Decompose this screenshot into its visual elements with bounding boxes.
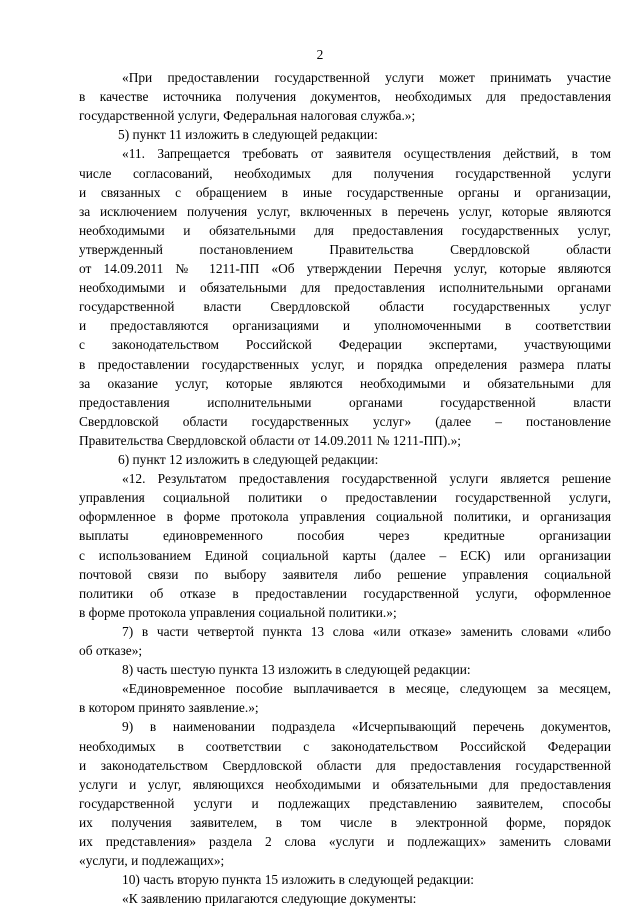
text-line: Правительства Свердловской области от 14.09.2011 № 1211-ПП).»; xyxy=(79,432,462,448)
text-line: «11. Запрещается требовать от заявителя осуществления действий, в том xyxy=(122,146,611,162)
page-number: 2 xyxy=(316,47,324,62)
text-line: необходимых в соответствии с законодательством Российской Федерации xyxy=(79,738,611,754)
text-line: 8) часть шестую пункта 13 изложить в следующей редакции: xyxy=(122,662,471,678)
text-line: управления социальной политики о предоставлении государственной услуги, xyxy=(79,490,611,506)
text-line: Свердловской области государственных услуг» (далее – постановление xyxy=(79,413,611,429)
text-line: утвержденный постановлением Правительства Свердловской области xyxy=(79,241,611,257)
text-line: их представления» раздела 2 слова «услуги и подлежащих» заменить словами xyxy=(79,834,611,849)
text-line: их получения заявителем, в том числе в электронной форме, порядок xyxy=(79,814,611,830)
text-line: 5) пункт 11 изложить в следующей редакции: xyxy=(118,127,378,143)
text-line: 9) в наименовании подраздела «Исчерпывающий перечень документов, xyxy=(122,719,611,735)
text-line: в предоставлении государственных услуг, и порядка определения размера платы xyxy=(79,356,611,372)
text-line: за исключением получения услуг, включенных в перечень услуг, которые являются xyxy=(79,203,611,219)
text-line: и законодательством Свердловской области для предоставления государственной xyxy=(79,757,611,773)
text-line: числе согласований, необходимых для получения государственной услуги xyxy=(79,165,611,181)
text-line: и предоставляются организациями и уполномоченными в соответствии xyxy=(79,318,611,334)
text-line: в качестве источника получения документов, необходимых для предоставления xyxy=(79,89,611,105)
text-line: «услуги, и подлежащих»; xyxy=(79,853,225,869)
text-line: услуги и услуг, являющихся необходимыми и обязательными для предоставления xyxy=(79,776,611,792)
text-line: государственной власти Свердловской области государственных услуг xyxy=(79,299,611,315)
text-line: за оказание услуг, которые являются необходимыми и обязательными для xyxy=(79,375,611,391)
text-line: «При предоставлении государственной услуги может принимать участие xyxy=(122,70,611,85)
text-line: с использованием Единой социальной карты (далее – ЕСК) или организации xyxy=(79,547,611,563)
text-line: 10) часть вторую пункта 15 изложить в следующей редакции: xyxy=(122,872,474,888)
text-line: предоставления исполнительными органами государственной власти xyxy=(79,394,611,410)
text-line: 6) пункт 12 изложить в следующей редакции: xyxy=(118,452,379,467)
text-line: необходимыми и обязательными для предоставления государственных услуг, xyxy=(79,222,611,238)
text-line: выплаты единовременного пособия через кредитные организации xyxy=(79,528,611,544)
text-line: необходимыми и обязательными для предоставления исполнительными органами xyxy=(79,280,611,296)
text-line: в форме протокола управления социальной политики.»; xyxy=(79,604,397,620)
text-line: оформленное в форме протокола управления социальной политики, и организация xyxy=(79,509,611,525)
text-line: 7) в части четвертой пункта 13 слова «или отказе» заменить словами «либо xyxy=(122,623,611,639)
text-line: политики об отказе в предоставлении государственной услуги, оформленное xyxy=(79,585,611,601)
text-line: «К заявлению прилагаются следующие документы: xyxy=(122,891,417,907)
text-line: с законодательством Российской Федерации экспертами, участвующими xyxy=(79,337,611,353)
text-line: «12. Результатом предоставления государственной услуги является решение xyxy=(122,471,611,487)
text-line: в котором принято заявление.»; xyxy=(79,700,259,716)
text-line: почтовой связи по выбору заявителя либо решение управления социальной xyxy=(79,566,611,582)
text-line: об отказе»; xyxy=(79,643,143,658)
text-line: «Единовременное пособие выплачивается в месяце, следующем за месяцем, xyxy=(122,681,611,697)
text-line: государственной услуги и подлежащих представлению заявителем, способы xyxy=(79,795,611,811)
text-line: от 14.09.2011 № 1211-ПП «Об утверждении Перечня услуг, которые являются xyxy=(79,261,611,276)
text-line: и связанных с обращением в иные государственные органы и организации, xyxy=(79,184,611,200)
text-line: государственной услуги, Федеральная налоговая служба.»; xyxy=(79,108,416,124)
